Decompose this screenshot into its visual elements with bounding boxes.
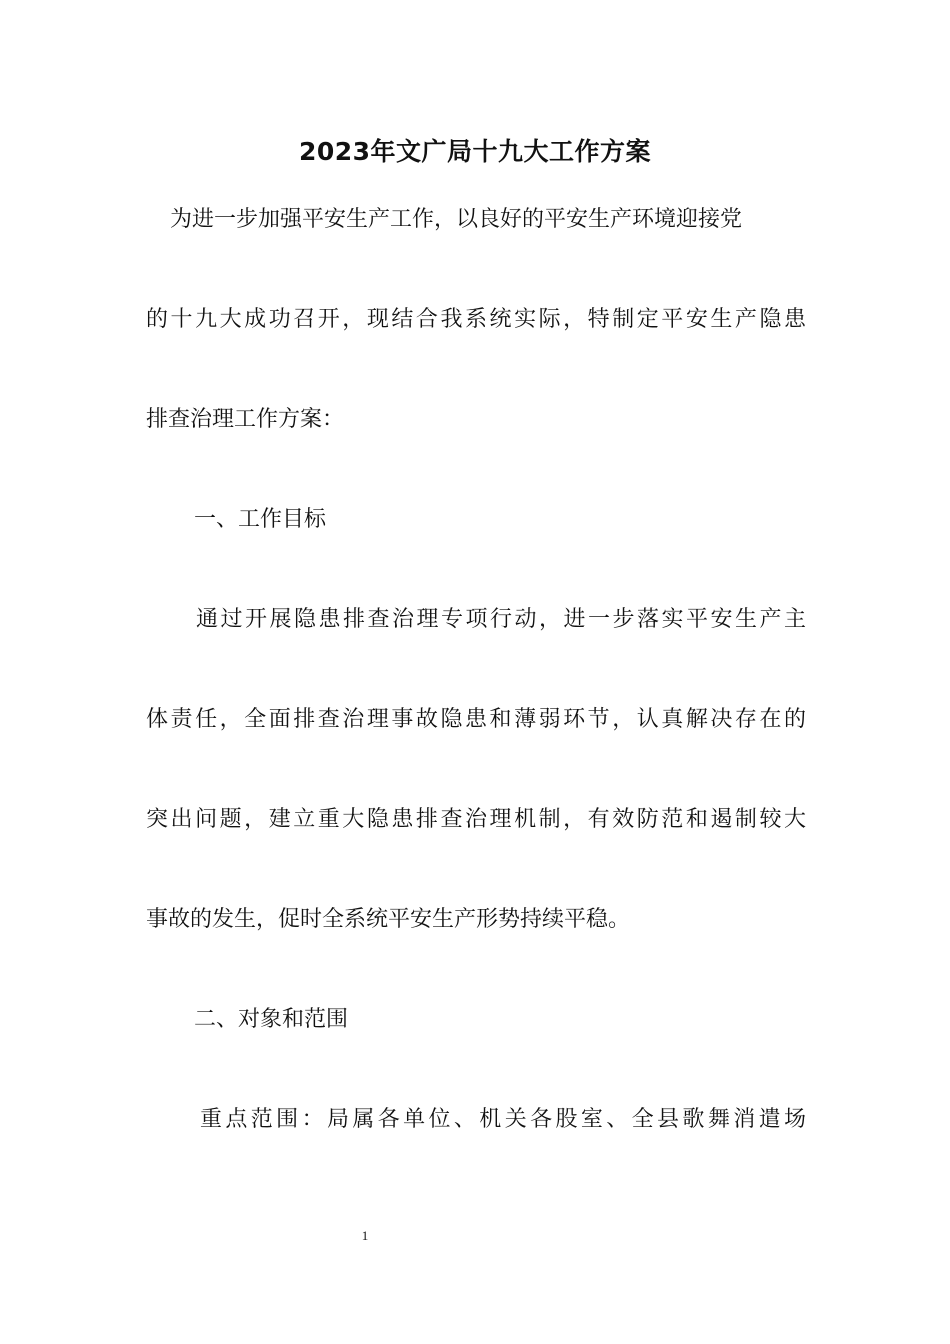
page-number: 1 [361, 1228, 369, 1243]
section-1-line-2: 体责任，全面排查治理事故隐患和薄弱环节，认真解决存在的 [146, 707, 806, 732]
section-1-line-1: 通过开展隐患排查治理专项行动，进一步落实平安生产主 [196, 607, 806, 632]
intro-line-1: 为进一步加强平安生产工作，以良好的平安生产环境迎接党 [170, 207, 743, 232]
section-2-line-1: 重点范围：局属各单位、机关各股室、全县歌舞消遣场 [200, 1107, 806, 1132]
section-2-heading: 二、对象和范围 [194, 1007, 349, 1032]
document-title: 2023年文广局十九大工作方案 [298, 137, 652, 166]
section-1-line-4: 事故的发生，促时全系统平安生产形势持续平稳。 [146, 907, 631, 932]
section-1-heading: 一、工作目标 [194, 507, 327, 532]
intro-line-2: 的十九大成功召开，现结合我系统实际，特制定平安生产隐患 [146, 307, 806, 332]
section-1-line-3: 突出问题，建立重大隐患排查治理机制，有效防范和遏制较大 [146, 807, 806, 832]
intro-line-3: 排查治理工作方案： [146, 407, 345, 432]
